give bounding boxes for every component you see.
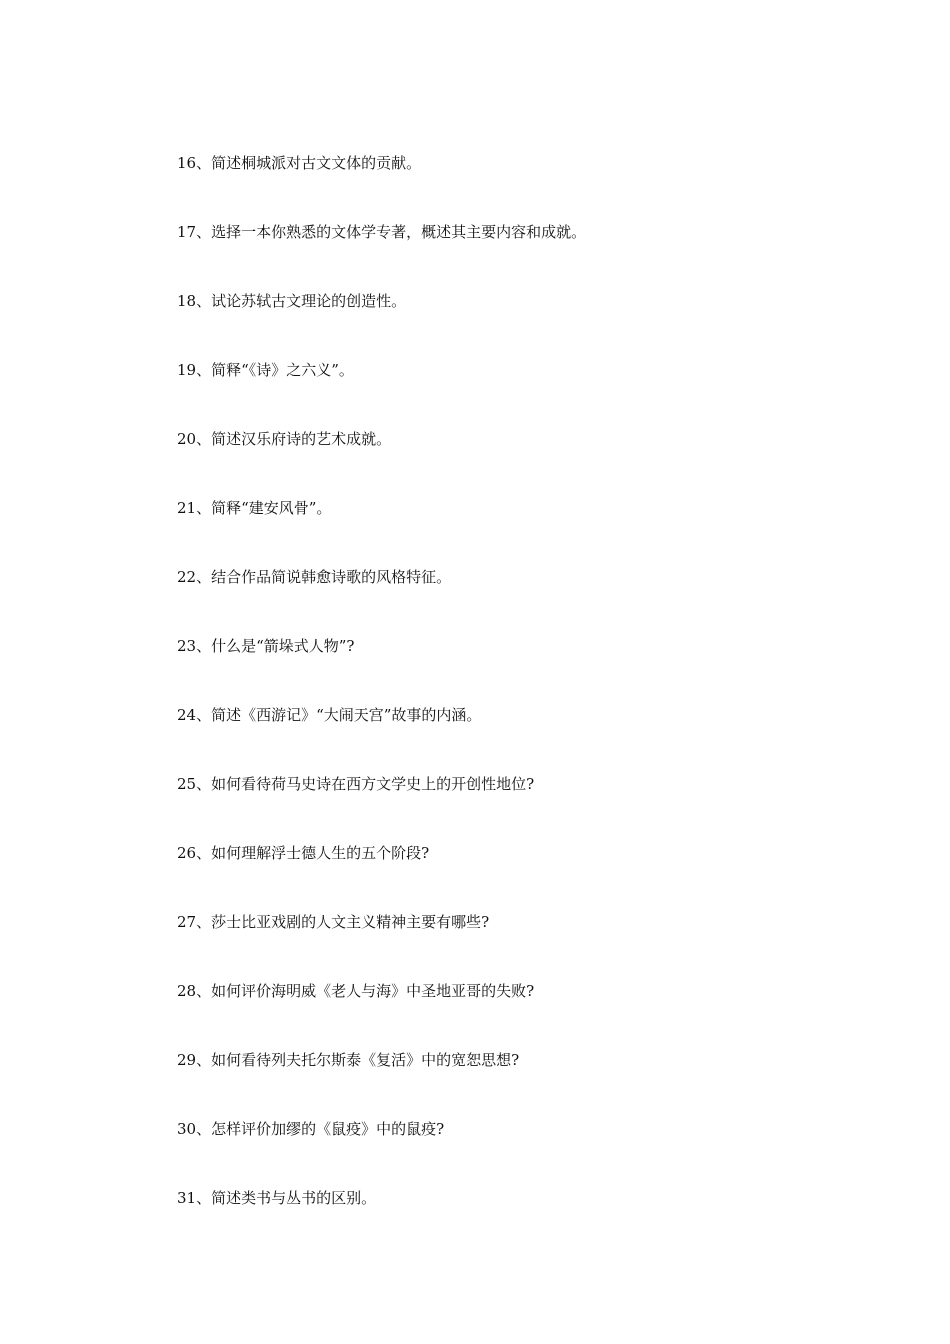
- question-31: 31、简述类书与丛书的区别。: [177, 1189, 377, 1207]
- question-30: 30、怎样评价加缪的《鼠疫》中的鼠疫?: [177, 1120, 445, 1138]
- question-20: 20、简述汉乐府诗的艺术成就。: [177, 430, 392, 448]
- question-27: 27、莎士比亚戏剧的人文主义精神主要有哪些?: [177, 913, 490, 931]
- question-21: 21、简释“建安风骨”。: [177, 499, 332, 517]
- question-23: 23、什么是“箭垛式人物”?: [177, 637, 355, 655]
- question-16: 16、简述桐城派对古文文体的贡献。: [177, 154, 422, 172]
- question-28: 28、如何评价海明威《老人与海》中圣地亚哥的失败?: [177, 982, 535, 1000]
- question-29: 29、如何看待列夫托尔斯泰《复活》中的宽恕思想?: [177, 1051, 520, 1069]
- question-24: 24、简述《西游记》“大闹天宫”故事的内涵。: [177, 706, 482, 724]
- question-18: 18、试论苏轼古文理论的创造性。: [177, 292, 407, 310]
- question-17: 17、选择一本你熟悉的文体学专著，概述其主要内容和成就。: [177, 223, 587, 241]
- question-list: [177, 151, 586, 1255]
- question-22: 22、结合作品简说韩愈诗歌的风格特征。: [177, 568, 452, 586]
- question-26: 26、如何理解浮士德人生的五个阶段?: [177, 844, 430, 862]
- question-19: 19、简释“《诗》之六义”。: [177, 361, 354, 379]
- question-25: 25、如何看待荷马史诗在西方文学史上的开创性地位?: [177, 775, 535, 793]
